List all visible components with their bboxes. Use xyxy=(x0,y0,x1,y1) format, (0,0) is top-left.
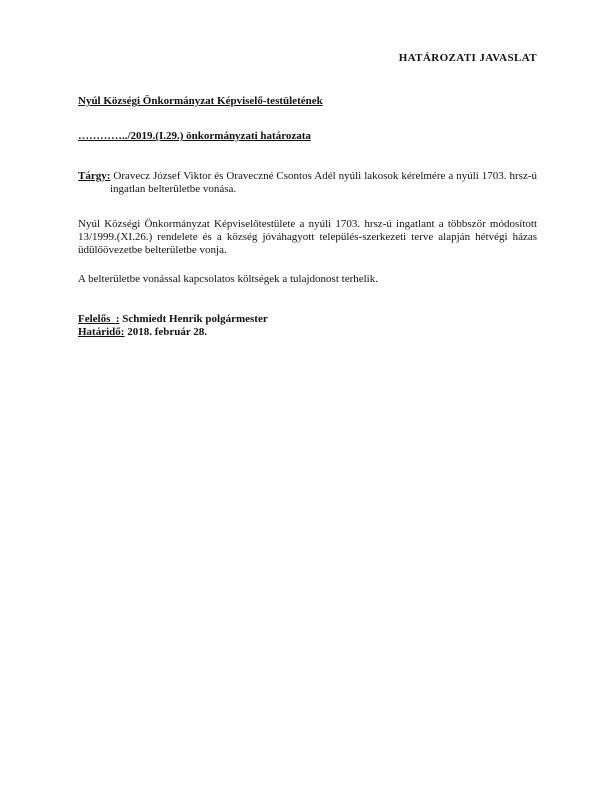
footer-block xyxy=(78,313,537,339)
heading-authority: Nyúl Községi Önkormányzat Képviselő-testületének xyxy=(78,95,323,107)
body-paragraph-costs: A belterületbe vonással kapcsolatos költségek a tulajdonost terhelik. xyxy=(78,273,378,285)
subject-text: Oravecz József Viktor és Oraveczné Csontos Adél nyúli lakosok kérelmére a nyúli 1703. hrsz-ú ingatlan belterületbe vonása. xyxy=(110,170,538,195)
body-paragraph-resolution: Nyúl Községi Önkormányzat Képviselőtestülete a nyúli 1703. hrsz-ú ingatlant a többször módosított 13/1999.(XI.26.) rendelete és a község jóváhagyott település-szerkezeti terve alapján hétvégi házas üdülőövezetbe belterületbe vonja. xyxy=(78,218,537,256)
responsible-value: Schmiedt Henrik polgármester xyxy=(119,313,268,325)
heading-resolution-number: …………../2019.(I.29.) önkormányzati határozata xyxy=(78,130,311,142)
responsible-line xyxy=(78,313,537,326)
deadline-value: 2018. február 28. xyxy=(124,326,208,338)
document-title: HATÁROZATI JAVASLAT xyxy=(398,52,537,64)
responsible-label: Felelős : xyxy=(78,313,120,325)
deadline-line xyxy=(78,326,537,339)
subject-label: Tárgy: xyxy=(78,170,111,182)
subject-paragraph xyxy=(78,170,537,196)
deadline-label: Határidő: xyxy=(78,326,125,338)
